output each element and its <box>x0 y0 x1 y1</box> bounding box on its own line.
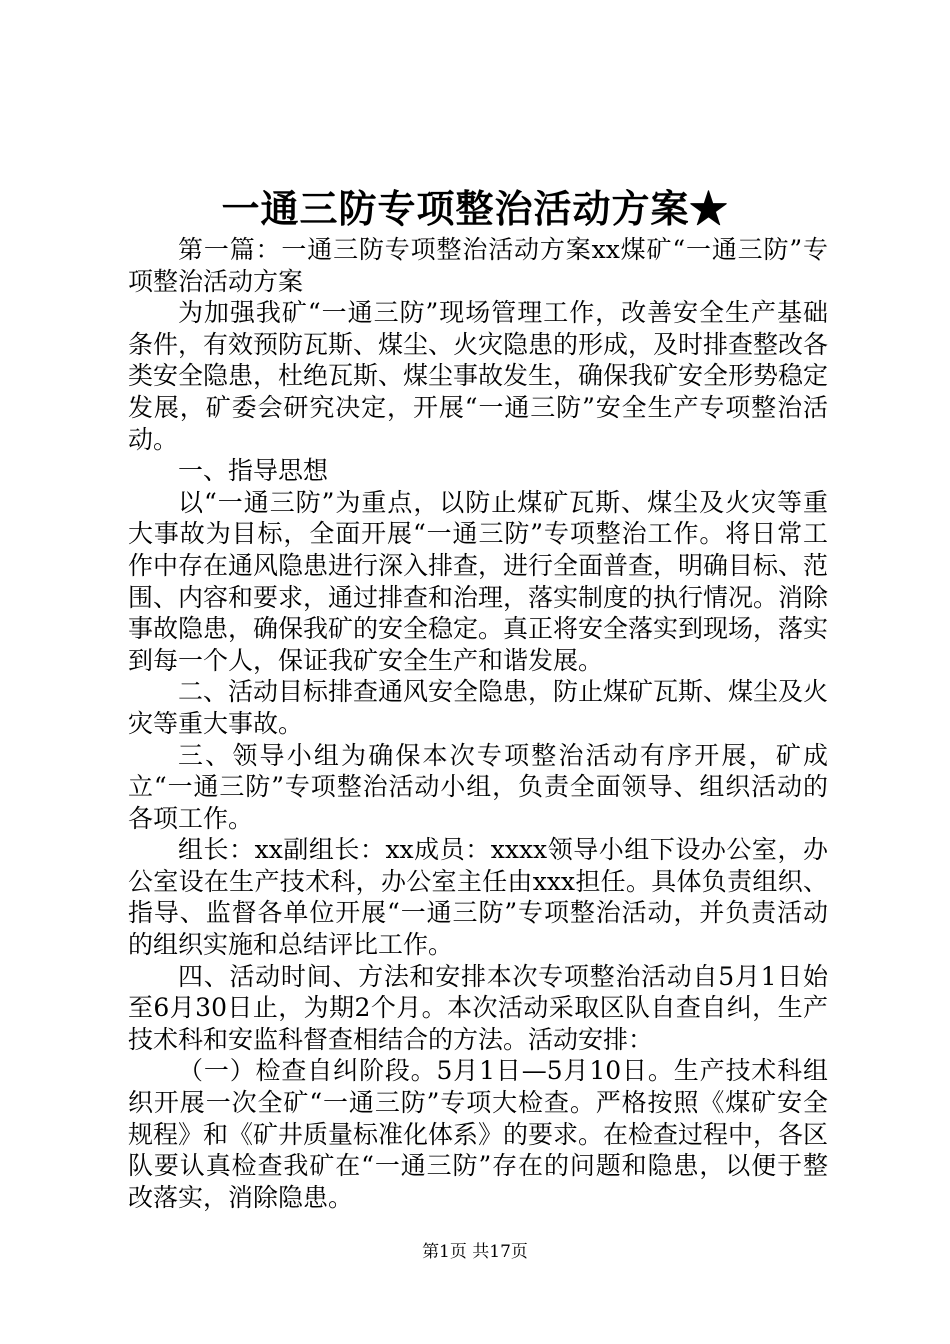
paragraph: 第一篇：一通三防专项整治活动方案xx煤矿“一通三防”专项整治活动方案 <box>128 235 828 296</box>
paragraph: （一）检查自纠阶段。5月1日—5月10日。生产技术科组织开展一次全矿“一通三防”专项大检查。严格按照《煤矿安全规程》和《矿井质量标准化体系》的要求。在检查过程中，各区队要认真检查我矿在“一通三防”存在的问题和隐患，以便于整改落实，消除隐患。 <box>128 1056 829 1212</box>
paragraph: 三、领导小组为确保本次专项整治活动有序开展，矿成立“一通三防”专项整治活动小组，负责全面领导、组织活动的各项工作。 <box>128 740 828 833</box>
section-heading: 一、指导思想 <box>178 456 329 486</box>
paragraph: 以“一通三防”为重点，以防止煤矿瓦斯、煤尘及火灾等重大事故为目标，全面开展“一通三防”专项整治工作。将日常工作中存在通风隐患进行深入排查，进行全面普查，明确目标、范围、内容和要求，通过排查和治理，落实制度的执行情况。消除事故隐患，确保我矿的安全稳定。真正将安全落实到现场，落实到每一个人，保证我矿安全生产和谐发展。 <box>128 487 829 675</box>
paragraph: 组长：xx副组长：xx成员：xxxx领导小组下设办公室，办公室设在生产技术科，办公室主任由xxx担任。具体负责组织、指导、监督各单位开展“一通三防”专项整治活动，并负责活动的组织实施和总结评比工作。 <box>128 835 828 960</box>
paragraph: 为加强我矿“一通三防”现场管理工作，改善安全生产基础条件，有效预防瓦斯、煤尘、火灾隐患的形成，及时排查整改各类安全隐患，杜绝瓦斯、煤尘事故发生，确保我矿安全形势稳定发展，矿委会研究决定，开展“一通三防”安全生产专项整治活动。 <box>128 298 829 454</box>
document-title: 一通三防专项整治活动方案★ <box>221 186 729 231</box>
paragraph: 二、活动目标排查通风安全隐患，防止煤矿瓦斯、煤尘及火灾等重大事故。 <box>128 677 829 738</box>
paragraph: 四、活动时间、方法和安排本次专项整治活动自5月1日始至6月30日止，为期2个月。本次活动采取区队自查自纠，生产技术科和安监科督查相结合的方法。活动安排： <box>128 961 828 1054</box>
document-body <box>128 234 828 1213</box>
page-footer: 第1页 共17页 <box>422 1242 528 1262</box>
